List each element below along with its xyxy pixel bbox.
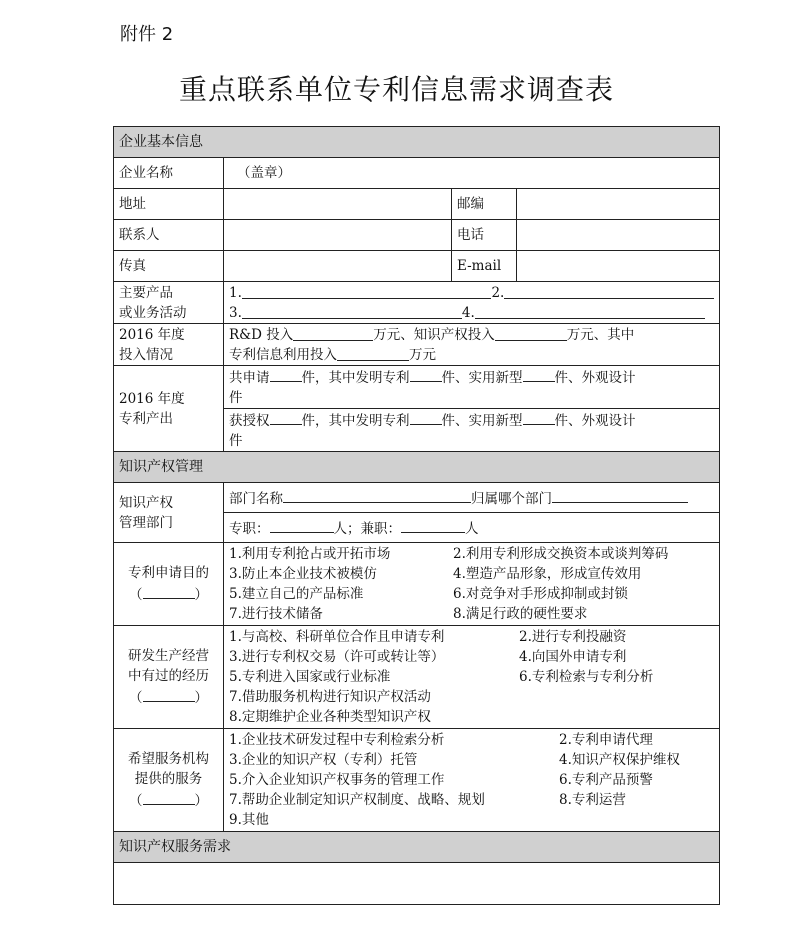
- experience-line: [229, 687, 714, 707]
- paren-open: （: [129, 793, 143, 809]
- parttime-text: 人；兼职：: [333, 520, 401, 537]
- section-row-basic: [114, 127, 720, 158]
- experience-choice: [119, 686, 218, 708]
- purpose-row: [114, 543, 720, 626]
- experience-option[interactable]: 1.与高校、科研单位合作且申请专利: [229, 629, 445, 645]
- grant-utility-blank[interactable]: [523, 409, 555, 425]
- investment-field[interactable]: [224, 324, 720, 366]
- service-option[interactable]: 8.专利运营: [559, 792, 626, 808]
- experience-option[interactable]: 4.向国外申请专利: [519, 649, 627, 665]
- purpose-option[interactable]: 8.满足行政的硬性要求: [453, 606, 588, 622]
- apply-text-d: 件、外观设计: [554, 370, 636, 386]
- apply-invention-blank[interactable]: [410, 366, 442, 382]
- need-field[interactable]: [114, 863, 720, 905]
- fulltime-text: 专职：: [229, 520, 270, 537]
- paren-close: ）: [194, 793, 208, 809]
- fax-label: 传真: [114, 251, 224, 282]
- paren-open: （: [129, 690, 143, 706]
- service-line: [229, 790, 714, 810]
- service-options: [224, 729, 720, 832]
- patent-info-investment-blank[interactable]: [337, 345, 409, 361]
- postcode-field[interactable]: [517, 189, 720, 220]
- survey-table: [113, 126, 720, 905]
- section-row-ip: [114, 452, 720, 483]
- contact-field[interactable]: [224, 220, 452, 251]
- purpose-choice: [119, 583, 218, 605]
- apply-total-blank[interactable]: [270, 366, 302, 382]
- phone-label: 电话: [452, 220, 517, 251]
- product-item-1: 1.: [229, 284, 242, 301]
- dept-name-blank[interactable]: [283, 487, 471, 503]
- experience-option[interactable]: 5.专利进入国家或行业标准: [229, 669, 391, 685]
- service-option[interactable]: 5.介入企业知识产权事务的管理工作: [229, 772, 445, 788]
- experience-option[interactable]: 7.借助服务机构进行知识产权活动: [229, 689, 431, 705]
- grant-text-e: 件: [229, 433, 243, 449]
- purpose-line: [229, 544, 714, 564]
- dept-belongs-text: 归属哪个部门: [471, 490, 552, 507]
- paren-close: ）: [194, 587, 208, 603]
- grant-text-b: 件，其中发明专利: [301, 413, 410, 429]
- ip-investment-blank[interactable]: [495, 325, 567, 341]
- dept-name-text: 部门名称: [229, 490, 283, 507]
- section-need-header: 知识产权服务需求: [114, 832, 720, 863]
- purpose-option[interactable]: 7.进行技术储备: [229, 606, 323, 622]
- experience-row: [114, 626, 720, 729]
- purpose-options: [224, 543, 720, 626]
- company-name-field[interactable]: [224, 158, 720, 189]
- dept-belongs-blank[interactable]: [552, 487, 688, 503]
- experience-label-line1: 研发生产经营: [128, 648, 209, 664]
- purpose-option[interactable]: 2.利用专利形成交换资本或谈判筹码: [453, 546, 669, 562]
- product-blank-4[interactable]: [475, 303, 705, 319]
- rd-investment-text: R&D 投入: [229, 326, 294, 343]
- output-apply-field[interactable]: [224, 366, 720, 409]
- product-item-4: 4.: [461, 304, 475, 321]
- postcode-label: 邮编: [452, 189, 517, 220]
- apply-utility-blank[interactable]: [523, 366, 555, 382]
- product-item-3: 3.: [229, 304, 242, 321]
- service-label-line1: 希望服务机构: [128, 751, 209, 767]
- experience-choice-blank[interactable]: [143, 686, 195, 702]
- section-row-need: [114, 832, 720, 863]
- experience-option[interactable]: 2.进行专利投融资: [519, 629, 627, 645]
- dept-label: [114, 483, 224, 543]
- products-label: [114, 282, 224, 324]
- products-row: [114, 282, 720, 324]
- purpose-option[interactable]: 1.利用专利抢占或开拓市场: [229, 546, 391, 562]
- product-blank-3[interactable]: [242, 303, 462, 319]
- output-label-line1: 2016 年度: [119, 390, 185, 407]
- experience-option[interactable]: 3.进行专利权交易（许可或转让等）: [229, 649, 445, 665]
- investment-line-1: [229, 325, 714, 345]
- service-choice: [119, 789, 218, 811]
- dept-name-field[interactable]: [224, 483, 720, 513]
- experience-option[interactable]: 8.定期维护企业各种类型知识产权: [229, 709, 431, 725]
- purpose-option[interactable]: 6.对竞争对手形成抑制或封锁: [453, 586, 628, 602]
- email-field[interactable]: [517, 251, 720, 282]
- products-line-1: [229, 283, 714, 303]
- parttime-blank[interactable]: [401, 517, 465, 533]
- apply-text-b: 件，其中发明专利: [301, 370, 410, 386]
- investment-unit: 万元: [409, 346, 436, 363]
- product-blank-1[interactable]: [242, 283, 492, 299]
- rd-investment-blank[interactable]: [293, 325, 373, 341]
- service-label-line2: 提供的服务: [134, 771, 203, 787]
- seal-note: （盖章）: [237, 165, 291, 181]
- service-option[interactable]: 9.其他: [229, 812, 269, 828]
- contact-label: 联系人: [114, 220, 224, 251]
- service-choice-blank[interactable]: [143, 789, 195, 805]
- page-title: 重点联系单位专利信息需求调查表: [178, 73, 614, 106]
- address-label: 地址: [114, 189, 224, 220]
- person-unit: 人: [465, 520, 479, 537]
- ip-investment-text: 万元、知识产权投入: [373, 326, 495, 343]
- service-line: [229, 750, 714, 770]
- output-apply-row: [114, 366, 720, 409]
- output-label-line2: 专利产出: [119, 410, 173, 427]
- company-name-row: [114, 158, 720, 189]
- section-basic-header: 企业基本信息: [114, 127, 720, 158]
- products-line-2: [229, 303, 714, 323]
- grant-text-c: 件、实用新型: [441, 413, 523, 429]
- apply-text-a: 共申请: [229, 370, 270, 386]
- patent-info-investment-text: 专利信息利用投入: [229, 346, 337, 363]
- apply-text-c: 件、实用新型: [441, 370, 523, 386]
- purpose-option[interactable]: 3.防止本企业技术被模仿: [229, 566, 377, 582]
- investment-text-among: 万元、其中: [566, 326, 635, 343]
- grant-total-blank[interactable]: [270, 409, 302, 425]
- purpose-line: [229, 564, 714, 584]
- service-option[interactable]: 3.企业的知识产权（专利）托管: [229, 752, 418, 768]
- experience-line: [229, 667, 714, 687]
- apply-text-e: 件: [229, 390, 243, 406]
- investment-label: [114, 324, 224, 366]
- purpose-label-text: 专利申请目的: [128, 565, 209, 581]
- service-option[interactable]: 2.专利申请代理: [559, 732, 653, 748]
- experience-option[interactable]: 6.专利检索与专利分析: [519, 669, 654, 685]
- address-row: [114, 189, 720, 220]
- dept-label-line2: 管理部门: [119, 514, 173, 531]
- investment-row: [114, 324, 720, 366]
- paren-close: ）: [194, 690, 208, 706]
- output-grant-field[interactable]: [224, 409, 720, 452]
- experience-label: [114, 626, 224, 729]
- dept-row-1: [114, 483, 720, 513]
- grant-text-a: 获授权: [229, 413, 270, 429]
- experience-options: [224, 626, 720, 729]
- dept-label-line1: 知识产权: [119, 494, 173, 511]
- need-row: [114, 863, 720, 905]
- service-option[interactable]: 4.知识产权保护维权: [559, 752, 680, 768]
- service-line: [229, 770, 714, 790]
- purpose-line: [229, 604, 714, 624]
- service-line: [229, 730, 714, 750]
- investment-line-2: [229, 345, 714, 365]
- product-item-2: 2.: [491, 284, 505, 301]
- dept-staff-field[interactable]: [224, 513, 720, 543]
- company-name-label: 企业名称: [114, 158, 224, 189]
- address-field[interactable]: [224, 189, 452, 220]
- investment-label-line1: 2016 年度: [119, 326, 185, 343]
- paren-open: （: [129, 587, 143, 603]
- products-field[interactable]: [224, 282, 720, 324]
- service-row: [114, 729, 720, 832]
- service-line: [229, 810, 714, 830]
- purpose-choice-blank[interactable]: [143, 583, 195, 599]
- grant-text-d: 件、外观设计: [554, 413, 636, 429]
- purpose-line: [229, 584, 714, 604]
- purpose-option[interactable]: 4.塑造产品形象，形成宣传效用: [453, 566, 642, 582]
- service-option[interactable]: 7.帮助企业制定知识产权制度、战略、规划: [229, 792, 485, 808]
- attachment-label: 附件 2: [120, 24, 174, 45]
- service-option[interactable]: 1.企业技术研发过程中专利检索分析: [229, 732, 445, 748]
- experience-line: [229, 627, 714, 647]
- grant-invention-blank[interactable]: [410, 409, 442, 425]
- service-option[interactable]: 6.专利产品预警: [559, 772, 653, 788]
- fax-row: [114, 251, 720, 282]
- experience-line: [229, 707, 714, 727]
- investment-label-line2: 投入情况: [119, 346, 173, 363]
- fax-field[interactable]: [224, 251, 452, 282]
- section-ip-header: 知识产权管理: [114, 452, 720, 483]
- email-label: E-mail: [452, 251, 517, 282]
- purpose-label: [114, 543, 224, 626]
- product-blank-2[interactable]: [504, 283, 714, 299]
- fulltime-blank[interactable]: [270, 517, 334, 533]
- products-label-line2: 或业务活动: [119, 304, 187, 321]
- phone-field[interactable]: [517, 220, 720, 251]
- service-label: [114, 729, 224, 832]
- contact-row: [114, 220, 720, 251]
- experience-label-line2: 中有过的经历: [128, 668, 209, 684]
- purpose-option[interactable]: 5.建立自己的产品标准: [229, 586, 364, 602]
- output-label: [114, 366, 224, 452]
- experience-line: [229, 647, 714, 667]
- products-label-line1: 主要产品: [119, 284, 173, 301]
